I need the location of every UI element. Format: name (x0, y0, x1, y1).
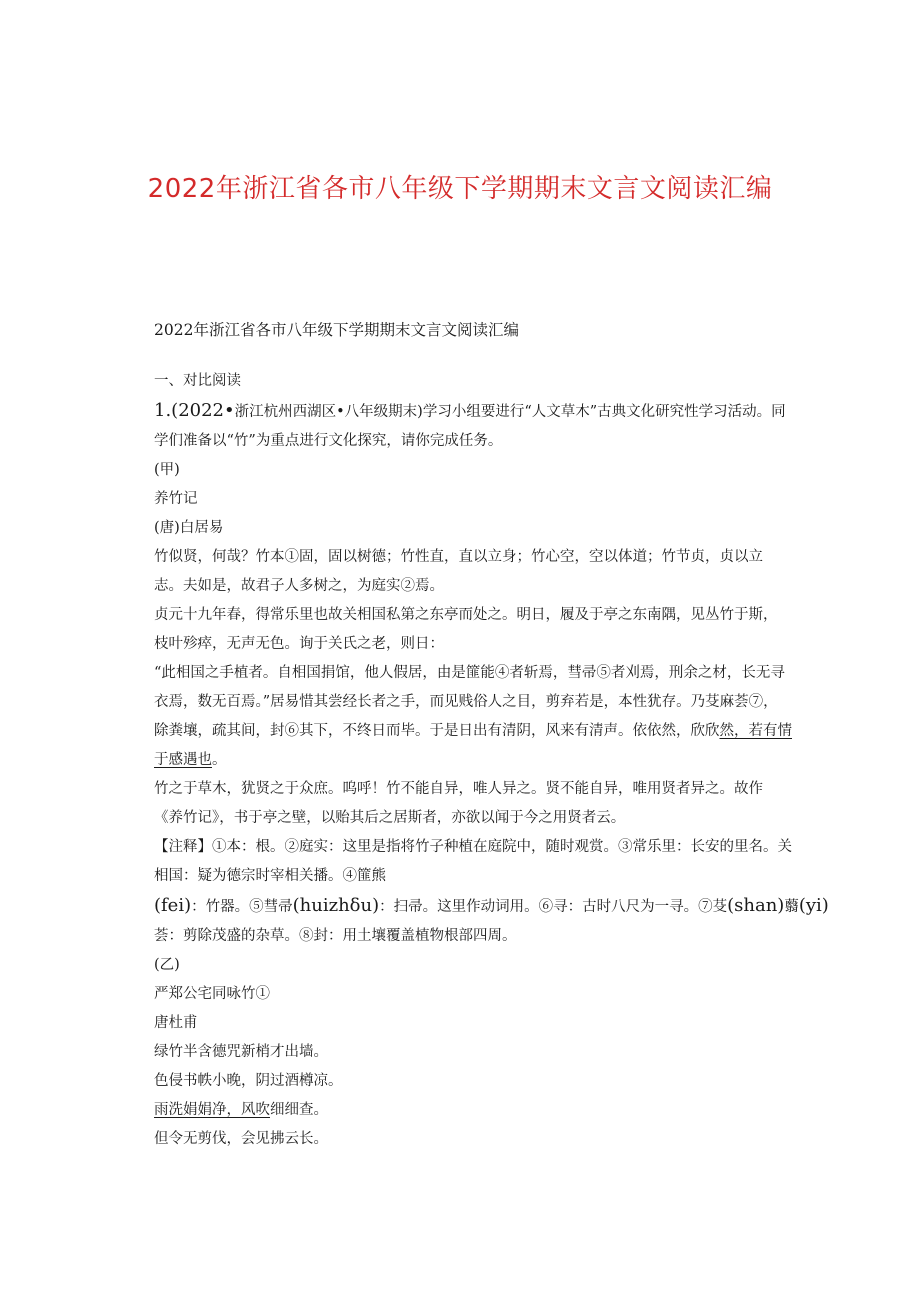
jia-text-segment: 除粪壤，疏其间，封⑥其下，不终日而毕。于是日出有清阴，风来有清声。依依然，欣欣 (154, 723, 720, 739)
poem-line: 绿竹半含德咒新梢才出墙。 (154, 1044, 328, 1060)
section-heading: 一、对比阅读 (154, 373, 241, 389)
pinyin: (yi) (798, 895, 829, 916)
yi-author: 唐杜甫 (154, 1015, 198, 1031)
underlined-phrase: 雨洗娟娟净，风吹 (154, 1102, 270, 1118)
jia-text-line (154, 717, 854, 746)
notes-line: 【注释】①本：根。②庭实：这里是指将竹子种植在庭院中，随时观赏。③常乐里：长安的里名。关 (154, 839, 792, 855)
notes-segment: 蘙 (784, 899, 799, 915)
jia-text-line: 竹之于草木，犹贤之于众庶。呜呼！竹不能自异，唯人异之。贤不能自异，唯用贤者异之。故作 (154, 781, 763, 797)
jia-text-line: 贞元十九年春，得常乐里也故关相国私第之东亭而处之。明日，履及于亭之东南隅，见丛竹于斯， (154, 607, 778, 623)
jia-text-line: 竹似贤，何哉？竹本①固，固以树德；竹性直，直以立身；竹心空，空以体道；竹节贞，贞以立 (154, 549, 763, 565)
jia-text-line (154, 746, 854, 775)
pinyin: (shan) (727, 895, 785, 916)
notes-segment: ：扫帚。这里作动词用。⑥寻：古时八尺为一寻。⑦芟 (379, 899, 728, 915)
jia-label: (甲) (154, 462, 180, 478)
pinyin: (fei) (154, 895, 192, 916)
notes-segment: ：竹器。⑤彗帚 (191, 899, 293, 915)
notes-line: 相国：疑为德宗时宰相关播。④篚熊 (154, 868, 386, 884)
poem-segment: 细细查。 (270, 1102, 328, 1118)
poem-line (154, 1096, 854, 1125)
question-number: 1.(2022• (154, 400, 235, 421)
notes-line: 荟：剪除茂盛的杂草。⑧封：用土壤覆盖植物根部四周。 (154, 928, 517, 944)
jia-text-segment: 。 (212, 752, 227, 768)
document-body (154, 316, 854, 1154)
jia-title: 养竹记 (154, 491, 198, 507)
poem-line: 但令无剪伐，会见拂云长。 (154, 1131, 328, 1147)
jia-author: (唐)白居易 (154, 520, 224, 536)
question-line-2: 学们准备以“竹”为重点进行文化探究，请你完成任务。 (154, 433, 503, 449)
underlined-phrase: 然，若有情 (719, 723, 792, 739)
yi-title: 严郑公宅同咏竹① (154, 986, 270, 1002)
jia-text-line: 枝叶殄瘁，无声无色。询于关氏之老，则日： (154, 636, 444, 652)
jia-text-line: 衣焉，数无百焉。”居易惜其尝经长者之手，而见贱俗人之目，剪弃若是，本性犹存。乃芟麻荟⑦， (154, 694, 778, 710)
yi-label: (乙) (154, 957, 180, 973)
jia-text-line: 《养竹记》，书于亭之壁，以贻其后之居斯者，亦欲以闻于今之用贤者云。 (154, 810, 626, 826)
pinyin: (huizhδu) (292, 895, 380, 916)
notes-line (154, 891, 854, 922)
jia-text-line: 志。夫如是，故君子人多树之，为庭实②焉。 (154, 578, 444, 594)
question-line-1 (154, 396, 854, 427)
document-subtitle: 2022年浙江省各市八年级下学期期末文言文阅读汇编 (154, 321, 519, 339)
question-source: 浙江杭州西湖区•八年级期末)学习小组要进行“人文草木”古典文化研究性学习活动。同 (234, 404, 786, 420)
poem-line: 色侵书帙小晚，阴过酒樽凉。 (154, 1073, 343, 1089)
document-title: 2022年浙江省各市八年级下学期期末文言文阅读汇编 (147, 174, 773, 204)
underlined-phrase: 于感遇也 (154, 752, 212, 768)
jia-text-line: “此相国之手植者。自相国捐馆，他人假居，由是篚能④者斩焉，彗帚⑤者刈焉，刑余之材，长无寻 (154, 665, 785, 681)
